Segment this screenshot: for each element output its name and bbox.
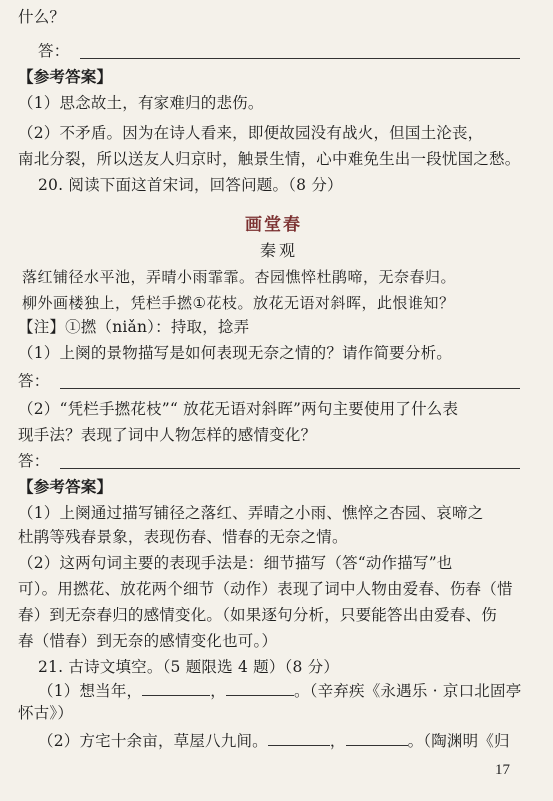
q20-answer-2-line-3: 春）到无奈春归的感情变化。（如果逐句分析，只要能答出由爱春、伤 (18, 606, 497, 624)
q20-reference-header: 【参考答案】 (18, 477, 113, 496)
poem-title: 画堂春 (245, 215, 302, 235)
q21-prompt: 21. 古诗文填空。（5 题限选 4 题）（8 分） (38, 658, 340, 676)
q20-answer-2-line-2: 可）。用撚花、放花两个细节（动作）表现了词中人物由爱春、伤春（惜 (18, 580, 513, 598)
q20-question-1: （1）上阕的景物描写是如何表现无奈之情的？请作简要分析。 (18, 344, 452, 362)
q20-question-2-line-2: 现手法？表现了词中人物怎样的感情变化？ (18, 426, 317, 444)
q19-reference-header: 【参考答案】 (18, 67, 113, 86)
q19-answer-label: 答： (38, 42, 70, 60)
q20-answer-line-1 (60, 388, 520, 389)
q20-answer-line-2 (60, 468, 520, 469)
q21-item-1-text-b: ， (210, 682, 226, 700)
fill-blank[interactable] (268, 731, 330, 746)
q20-question-2-line-1: （2）“凭栏手撚花枝”“ 放花无语对斜晖”两句主要使用了什么表 (18, 400, 459, 418)
poem-line-2: 柳外画楼独上，凭栏手撚①花枝。放花无语对斜晖，此恨谁知？ (22, 294, 455, 312)
q21-item-1 (38, 680, 521, 702)
q19-tail: 什么？ (18, 8, 66, 26)
q21-item-1-text-a: （1）想当年， (38, 682, 143, 700)
q19-answer-2-line-2: 南北分裂，所以送友人归京时，触景生情，心中难免生出一段忧国之愁。 (18, 150, 521, 168)
q21-item-1-line-2: 怀古》） (18, 704, 74, 722)
q21-item-2-text-a: （2）方宅十余亩，草屋八九间。 (38, 732, 268, 750)
q20-prompt: 20. 阅读下面这首宋词，回答问题。（8 分） (38, 176, 343, 194)
fill-blank[interactable] (346, 731, 408, 746)
q19-answer-1: （1）思念故土，有家难归的悲伤。 (18, 94, 264, 112)
q19-answer-2-line-1: （2）不矛盾。因为在诗人看来，即便故园没有战火，但国土沦丧， (18, 124, 484, 142)
q19-answer-line (80, 58, 520, 59)
poem-line-1: 落红铺径水平池，弄晴小雨霏霏。杏园憔悴杜鹃啼，无奈春归。 (22, 268, 457, 286)
q20-answer-2-line-4: 春（惜春）到无奈的感情变化也可。） (18, 632, 278, 650)
q20-answer-2-line-1: （2）这两句词主要的表现手法是：细节描写（答“动作描写”也 (18, 554, 453, 572)
q20-answer-1-line-1: （1）上阕通过描写铺径之落红、弄晴之小雨、憔悴之杏园、哀啼之 (18, 504, 484, 522)
q21-item-1-text-c: 。（辛弃疾《永遇乐 · 京口北固亭 (293, 682, 522, 700)
q20-answer-label: 答： (18, 372, 50, 390)
q20-answer-1-line-2: 杜鹃等残春景象，表现伤春、惜春的无奈之情。 (18, 528, 348, 546)
q21-item-2-text-c: 。（陶渊明《归 (407, 732, 510, 750)
q21-item-2 (38, 730, 510, 752)
q20-answer-label-2: 答： (18, 452, 50, 470)
fill-blank[interactable] (226, 681, 294, 696)
q21-item-2-text-b: ， (329, 732, 346, 750)
poem-note: 【注】①撚（niǎn）：持取，捻弄 (18, 318, 250, 336)
page-number: 17 (495, 762, 510, 778)
fill-blank[interactable] (142, 681, 210, 696)
poem-author: 秦观 (260, 241, 299, 260)
